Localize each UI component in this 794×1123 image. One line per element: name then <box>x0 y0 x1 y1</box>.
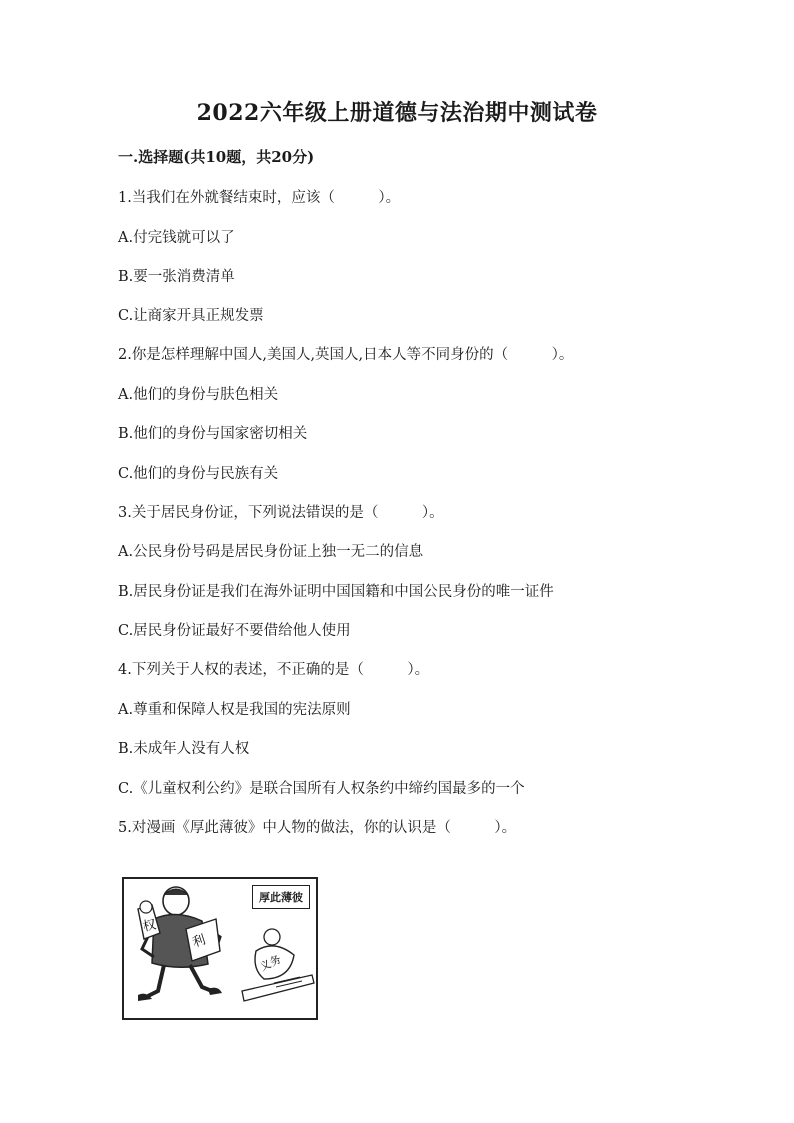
option-1c: C.让商家开具正规发票 <box>118 308 264 324</box>
option-1a: A.付完钱就可以了 <box>118 230 235 246</box>
option-4c: C.《儿童权利公约》是联合国所有人权条约中缔约国最多的一个 <box>118 781 525 797</box>
cartoon-image <box>122 877 318 1020</box>
option-2b: B.他们的身份与国家密切相关 <box>118 426 308 442</box>
question-3: 3.关于居民身份证，下列说法错误的是（ ）。 <box>118 505 444 521</box>
option-4b: B.未成年人没有人权 <box>118 741 250 757</box>
question-1: 1.当我们在外就餐结束时，应该（ ）。 <box>118 190 401 206</box>
question-5: 5.对漫画《厚此薄彼》中人物的做法，你的认识是（ ）。 <box>118 820 517 836</box>
option-3a: A.公民身份号码是居民身份证上独一无二的信息 <box>118 544 424 560</box>
question-2: 2.你是怎样理解中国人,美国人,英国人,日本人等不同身份的（ ）。 <box>118 347 574 363</box>
option-2c: C.他们的身份与民族有关 <box>118 466 279 482</box>
cartoon-caption: 厚此薄彼 <box>252 885 310 909</box>
section-heading: 一.选择题(共10题，共20分) <box>118 148 315 166</box>
label-rights-1: 权 <box>141 917 158 935</box>
page-title: 2022六年级上册道德与法治期中测试卷 <box>196 100 598 126</box>
option-4a: A.尊重和保障人权是我国的宪法原则 <box>118 702 351 718</box>
label-rights-2: 利 <box>190 932 208 951</box>
option-3c: C.居民身份证最好不要借给他人使用 <box>118 623 351 639</box>
option-3b: B.居民身份证是我们在海外证明中国国籍和中国公民身份的唯一证件 <box>118 584 554 600</box>
label-duty: 义务 <box>257 952 284 974</box>
option-2a: A.他们的身份与肤色相关 <box>118 387 279 403</box>
question-4: 4.下列关于人权的表述，不正确的是（ ）。 <box>118 662 430 678</box>
option-1b: B.要一张消费清单 <box>118 269 235 285</box>
